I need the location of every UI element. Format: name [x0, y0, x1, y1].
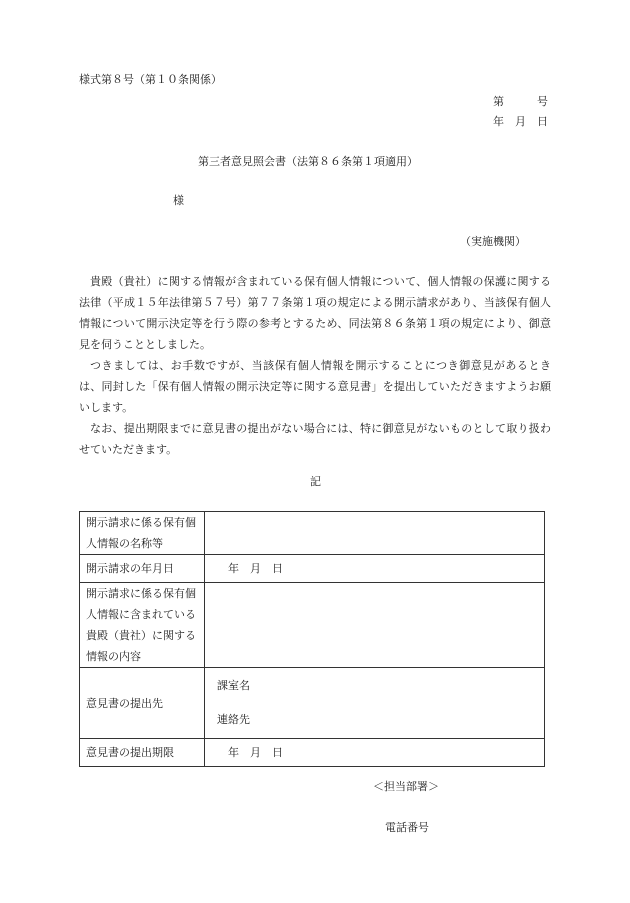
body-paragraph-1: 貴殿（貴社）に関する情報が含まれている保有個人情報について、個人情報の保護に関する法律（平成１５年法律第５７号）第７７条第１項の規定による開示請求があり、当該保有個人情報について開示決定等を行う際の参考とするため、同法第８６条第１項の規定により、御意見を伺うこととしました。	[79, 275, 551, 351]
body-paragraph-3: なお、提出期限までに意見書の提出がない場合には、特に御意見がないものとして取り扱わせていただきます。	[79, 422, 551, 456]
value-submission-destination	[205, 668, 545, 739]
label-info-content: 開示請求に係る保有個人情報に含まれている貴殿（貴社）に関する情報の内容	[80, 583, 205, 668]
section-name-label: 課室名	[217, 679, 250, 692]
value-submission-deadline: 年 月 日	[205, 739, 545, 767]
label-submission-deadline: 意見書の提出期限	[80, 739, 205, 767]
value-request-date: 年 月 日	[205, 555, 545, 583]
implementing-organization: （実施機関）	[460, 235, 526, 248]
ki-heading: 記	[310, 475, 321, 488]
table-row	[80, 583, 545, 668]
table-row	[80, 555, 545, 583]
label-info-name: 開示請求に係る保有個人情報の名称等	[80, 512, 205, 555]
table-row	[80, 512, 545, 555]
form-number: 様式第８号（第１０条関係）	[79, 73, 222, 86]
body-paragraph-2: つきましては、お手数ですが、当該保有個人情報を開示することにつき御意見があるときは、同封した「保有個人情報の開示決定等に関する意見書」を提出していただきますようお願いします。	[79, 359, 551, 414]
table-row	[80, 739, 545, 767]
department-heading: ＜担当部署＞	[373, 780, 439, 793]
contact-label: 連絡先	[217, 713, 250, 726]
label-request-date: 開示請求の年月日	[80, 555, 205, 583]
value-info-content	[205, 583, 545, 668]
document-date: 年 月 日	[493, 115, 548, 128]
table-row	[80, 668, 545, 739]
body-text	[79, 271, 551, 460]
label-submission-destination: 意見書の提出先	[80, 668, 205, 739]
document-number: 第 号	[493, 95, 548, 108]
phone-label: 電話番号	[385, 821, 429, 834]
page-title: 第三者意見照会書（法第８６条第１項適用）	[198, 155, 418, 168]
info-table	[79, 511, 545, 767]
value-info-name	[205, 512, 545, 555]
addressee-suffix: 様	[173, 194, 184, 207]
